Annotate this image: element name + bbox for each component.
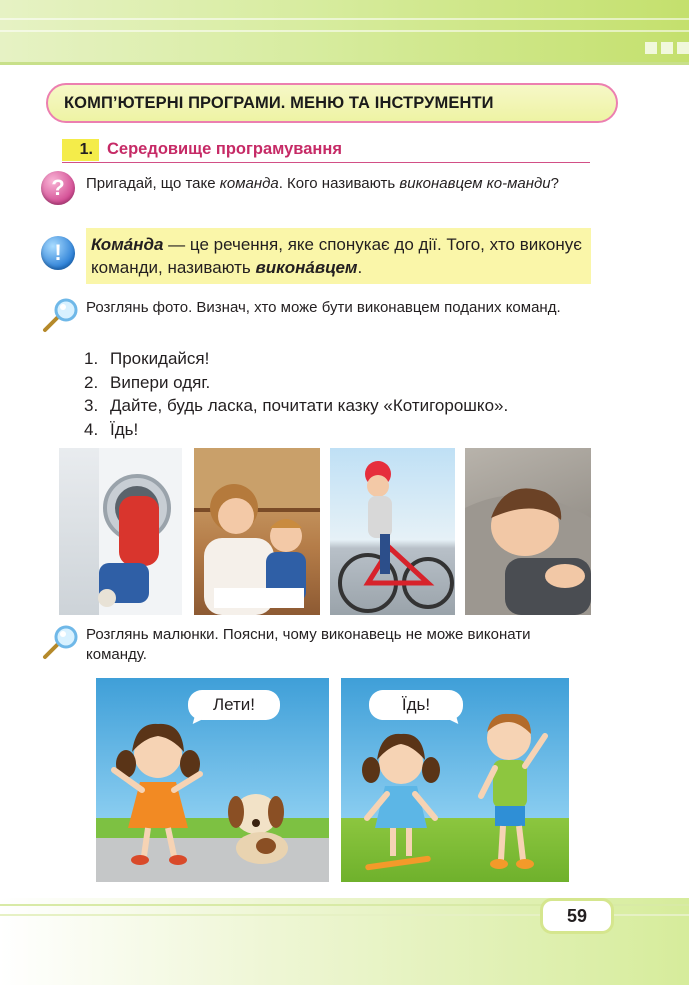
header-line [0,62,689,65]
task-pictures-text: Розглянь малюнки. Поясни, чому виконавець не може виконати команду. [86,626,531,663]
photo-washing-machine [59,448,182,615]
page-number: 59 [540,898,614,934]
speech-bubble: Лети! [188,690,280,720]
list-item: 3. Дайте, будь ласка, почитати казку «Котигорошко». [84,396,509,415]
chapter-title: КОМП’ЮТЕРНІ ПРОГРАМИ. МЕНЮ ТА ІНСТРУМЕНТИ [46,83,618,123]
photo-sleeping-boy [465,448,591,615]
definition-text: Кома́нда — це речення, яке спонукає до дії. Того, хто виконує команди, називають викона́вцем. [91,235,582,277]
task-photos-text: Розглянь фото. Визнач, хто може бути виконавцем поданих команд. [86,299,561,316]
photo-mother-reading [194,448,320,615]
list-item: 4. Їдь! [84,419,139,439]
magnifier-icon [40,625,80,661]
command-list [84,347,508,441]
cartoon-girl-boy [341,678,569,882]
list-item: 2. Випери одяг. [84,372,211,392]
speech-bubble: Їдь! [369,690,463,720]
exclamation-icon: ! [41,236,75,270]
header-stripe [0,30,689,32]
magnifier-icon [40,298,80,334]
header-squares [645,42,689,54]
section-divider [62,162,590,163]
question-icon: ? [41,171,75,205]
header-band [0,0,689,62]
photo-girl-bicycle [330,448,455,615]
section-title: Середовище програмування [107,140,342,158]
section-number: 1. [62,139,99,161]
cartoon-girl-dog [96,678,329,882]
cartoon-characters [341,678,569,882]
cartoon-characters [96,678,329,882]
question-text: Пригадай, що таке команда. Кого називають виконавцем ко-манди? [86,175,559,192]
list-item: 1. Прокидайся! [84,349,210,368]
header-stripe [0,18,689,20]
